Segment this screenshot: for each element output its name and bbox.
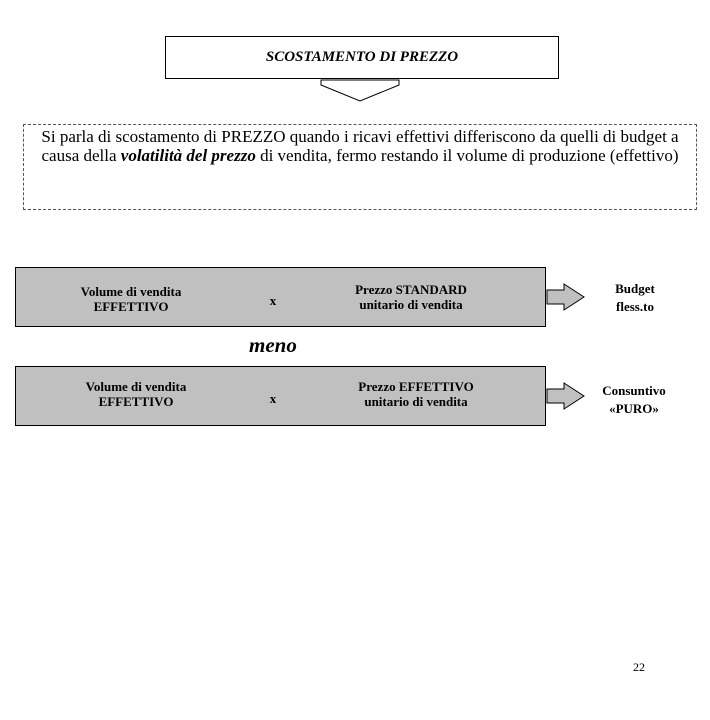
multiply-operator: x: [269, 293, 277, 308]
actual-row: [15, 366, 546, 426]
price-cell: [331, 282, 491, 312]
budget-row: [15, 267, 546, 327]
multiply-operator: x: [269, 391, 277, 406]
definition-text-after: di vendita, fermo restando il volume di produzione (effettivo): [255, 146, 679, 165]
minus-label: meno: [249, 333, 297, 357]
definition-text-before: Si parla di scostamento di PREZZO quando i ricavi effettivi differiscono da quelli di budget a causa della: [41, 127, 679, 165]
definition-box: [23, 124, 697, 210]
page-number: 22: [633, 660, 645, 674]
volume-label: Volume di vendita: [80, 284, 182, 299]
right-arrow-icon: [546, 283, 586, 311]
price-cell: [336, 379, 496, 409]
volume-label: Volume di vendita: [85, 379, 187, 394]
volume-cell: [56, 284, 206, 314]
title-box: [165, 36, 559, 79]
actual-result: [584, 382, 684, 418]
result-label: Budget: [615, 281, 655, 296]
diagram-title: SCOSTAMENTO DI PREZZO: [265, 49, 459, 65]
price-qualifier: unitario di vendita: [359, 297, 463, 312]
price-label: Prezzo STANDARD: [355, 282, 467, 297]
result-qualifier: fless.to: [616, 299, 654, 314]
volume-qualifier: EFFETTIVO: [93, 299, 169, 314]
volume-cell: [61, 379, 211, 409]
budget-result: [595, 280, 675, 316]
result-label: Consuntivo: [602, 383, 666, 398]
volume-qualifier: EFFETTIVO: [98, 394, 174, 409]
price-qualifier: unitario di vendita: [364, 394, 468, 409]
right-arrow-icon: [546, 382, 586, 410]
definition-emphasis: volatilità del prezzo: [120, 146, 256, 165]
result-qualifier: «PURO»: [609, 401, 659, 416]
price-label: Prezzo EFFETTIVO: [358, 379, 474, 394]
down-arrow-icon: [320, 79, 400, 103]
